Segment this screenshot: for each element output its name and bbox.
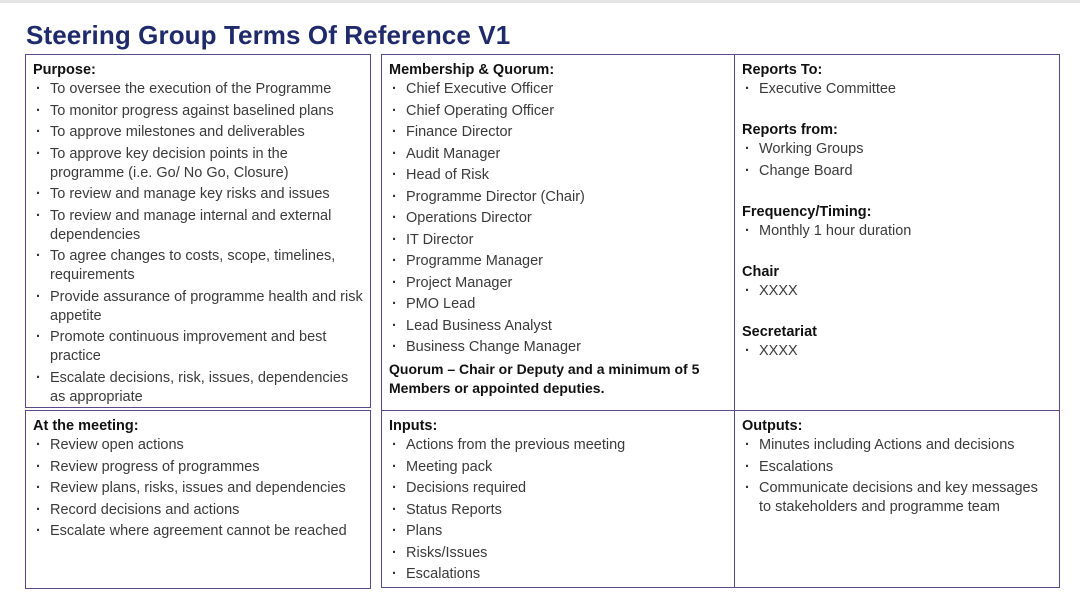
- list-item: · To approve key decision points in the programme (i.e. Go/ No Go, Closure): [33, 145, 363, 183]
- list-item: · Chief Executive Officer: [389, 80, 727, 99]
- list-item: · Plans: [389, 522, 727, 541]
- frequency-heading: Frequency/Timing:: [742, 203, 872, 220]
- chair-list: [742, 282, 1052, 301]
- list-item: · Review plans, risks, issues and dependencies: [33, 479, 363, 498]
- membership-panel: [381, 54, 735, 411]
- quorum-statement: Quorum – Chair or Deputy and a minimum of 5 Members or appointed deputies.: [389, 360, 700, 396]
- list-item: · Project Manager: [389, 274, 727, 293]
- list-item: · Escalations: [742, 458, 1052, 477]
- page-title: Steering Group Terms Of Reference V1: [26, 20, 511, 50]
- list-item: · Communicate decisions and key messages to stakeholders and programme team: [742, 479, 1052, 517]
- list-item: · XXXX: [742, 342, 1052, 361]
- list-item: · To monitor progress against baselined plans: [33, 102, 363, 121]
- reports-from-block: [742, 120, 1052, 181]
- list-item: · Head of Risk: [389, 166, 727, 185]
- secretariat-heading: Secretariat: [742, 323, 817, 340]
- list-item: · Escalations: [389, 565, 727, 584]
- reports-to-heading: Reports To:: [742, 62, 823, 78]
- list-item: · Programme Manager: [389, 252, 727, 271]
- frequency-block: [742, 202, 1052, 241]
- inputs-list: [389, 436, 727, 584]
- list-item: · To oversee the execution of the Programme: [33, 80, 363, 99]
- list-item: · Meeting pack: [389, 458, 727, 477]
- list-item: · Record decisions and actions: [33, 501, 363, 520]
- top-divider: [0, 0, 1080, 3]
- purpose-heading: Purpose:: [33, 62, 96, 78]
- reports-from-heading: Reports from:: [742, 122, 838, 138]
- inputs-heading: Inputs:: [389, 418, 438, 434]
- list-item: · Audit Manager: [389, 145, 727, 164]
- list-item: · Risks/Issues: [389, 544, 727, 563]
- list-item: · Minutes including Actions and decisions: [742, 436, 1052, 455]
- list-item: · Monthly 1 hour duration: [742, 222, 1052, 241]
- membership-list: [389, 80, 727, 357]
- list-item: · Lead Business Analyst: [389, 317, 727, 336]
- list-item: · Programme Director (Chair): [389, 188, 727, 207]
- list-item: · Actions from the previous meeting: [389, 436, 727, 455]
- meeting-heading: At the meeting:: [33, 418, 139, 434]
- meeting-panel: [25, 410, 371, 589]
- list-item: · Promote continuous improvement and best practice: [33, 328, 363, 366]
- reports-from-list: [742, 140, 1052, 181]
- frequency-list: [742, 222, 1052, 241]
- list-item: · Chief Operating Officer: [389, 102, 727, 121]
- list-item: · Review open actions: [33, 436, 363, 455]
- list-item: · PMO Lead: [389, 295, 727, 314]
- list-item: · Escalate where agreement cannot be reached: [33, 522, 363, 541]
- secretariat-list: [742, 342, 1052, 361]
- list-item: · Business Change Manager: [389, 338, 727, 357]
- membership-heading: Membership & Quorum:: [389, 62, 555, 78]
- chair-heading: Chair: [742, 263, 780, 280]
- list-item: · To agree changes to costs, scope, timelines, requirements: [33, 247, 363, 285]
- outputs-heading: Outputs:: [742, 418, 803, 434]
- list-item: · Escalate decisions, risk, issues, dependencies as appropriate: [33, 369, 363, 407]
- list-item: · Change Board: [742, 162, 1052, 181]
- list-item: · Status Reports: [389, 501, 727, 520]
- governance-panel: [734, 54, 1060, 411]
- list-item: · Operations Director: [389, 209, 727, 228]
- list-item: · Provide assurance of programme health and risk appetite: [33, 288, 363, 326]
- purpose-list: [33, 80, 363, 407]
- list-item: · IT Director: [389, 231, 727, 250]
- chair-block: [742, 262, 1052, 301]
- list-item: · Review progress of programmes: [33, 458, 363, 477]
- reports-to-block: [742, 60, 1052, 99]
- list-item: · Working Groups: [742, 140, 1052, 159]
- meeting-list: [33, 436, 363, 541]
- list-item: · To approve milestones and deliverables: [33, 123, 363, 142]
- list-item: · XXXX: [742, 282, 1052, 301]
- outputs-panel: [734, 410, 1060, 588]
- list-item: · Finance Director: [389, 123, 727, 142]
- outputs-list: [742, 436, 1052, 517]
- list-item: · To review and manage internal and external dependencies: [33, 207, 363, 245]
- inputs-panel: [381, 410, 735, 588]
- list-item: · To review and manage key risks and issues: [33, 185, 363, 204]
- secretariat-block: [742, 322, 1052, 361]
- purpose-panel: [25, 54, 371, 408]
- list-item: · Decisions required: [389, 479, 727, 498]
- reports-to-list: [742, 80, 1052, 99]
- list-item: · Executive Committee: [742, 80, 1052, 99]
